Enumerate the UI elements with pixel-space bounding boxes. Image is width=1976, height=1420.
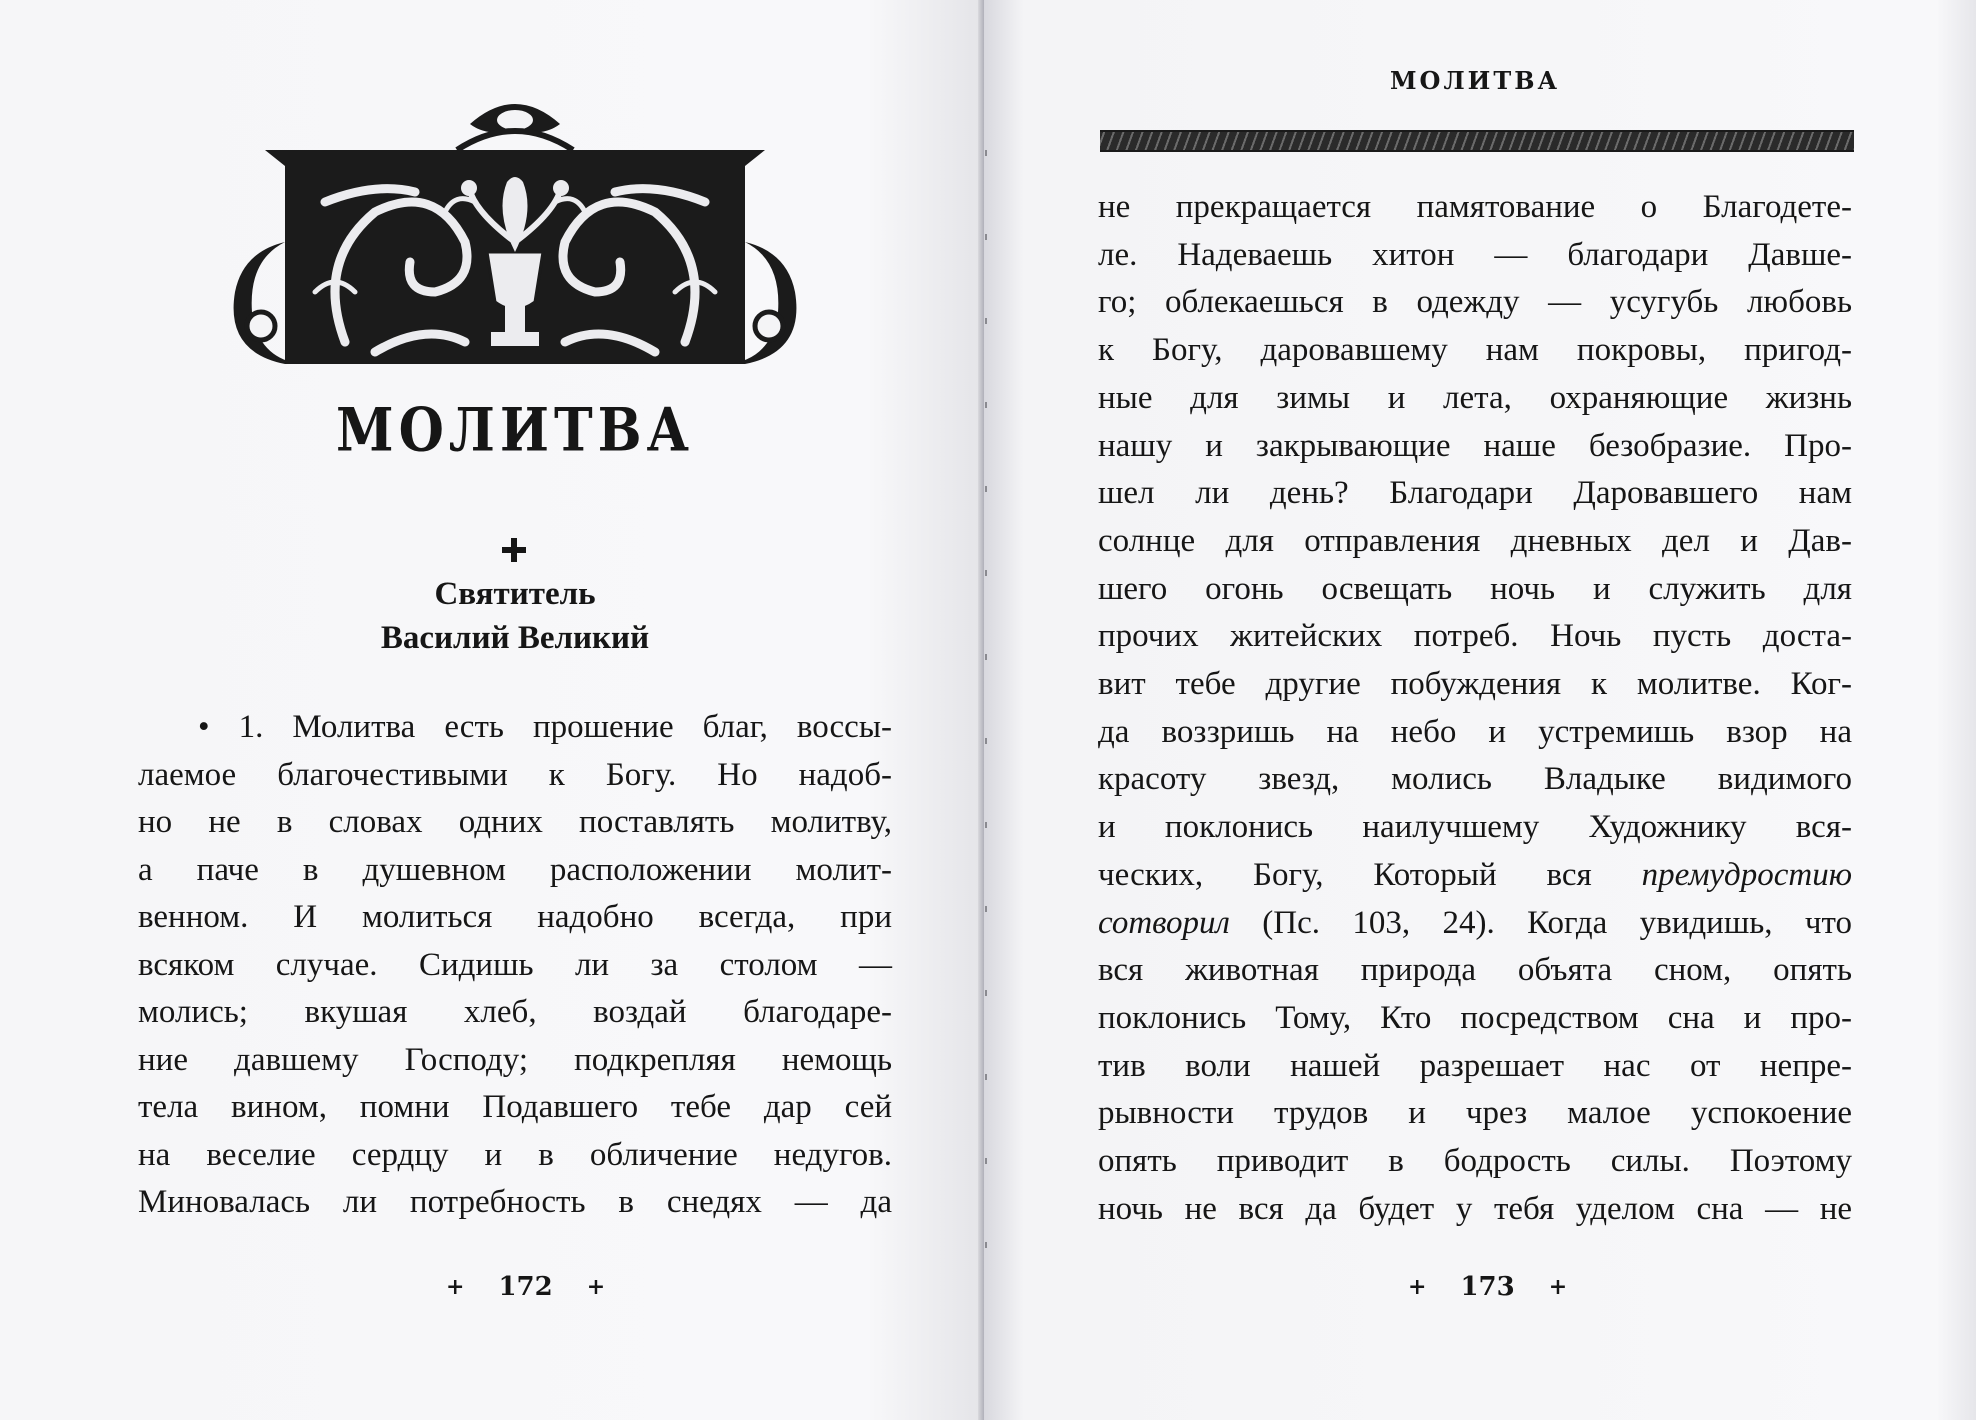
- text-line: ние давшему Господу; подкрепляя немощь: [138, 1041, 892, 1078]
- folio-ornament: +: [446, 1274, 465, 1300]
- cross-icon: [500, 536, 528, 564]
- folio-ornament: +: [1408, 1274, 1427, 1300]
- text-line: шего огонь освещать ночь и служить для: [1098, 570, 1852, 607]
- text-line: а паче в душевном расположении молит-: [138, 851, 892, 888]
- text-line: к Богу, даровавшему нам покровы, пригод-: [1098, 332, 1852, 369]
- text-line: но не в словах одних поставлять молитву,: [138, 804, 892, 840]
- text-line: и поклонись наилучшему Художнику вся-: [1098, 809, 1852, 846]
- page-number-left: [446, 1272, 605, 1302]
- text-line: красоту звезд, молись Владыке видимого: [1098, 761, 1852, 798]
- binding-stitches: [985, 150, 987, 1310]
- text-segment: (Пс. 103, 24). Когда увидишь, что: [1229, 904, 1852, 941]
- text-line: солнце для отправления дневных дел и Дав-: [1098, 522, 1852, 559]
- text-line: лаемое благочестивыми к Богу. Но надоб-: [138, 756, 892, 793]
- text-line: Миновалась ли потребность в снедях — да: [138, 1184, 892, 1220]
- text-line: опять приводит в бодрость силы. Поэтому: [1098, 1143, 1852, 1180]
- text-line: [1098, 900, 1852, 948]
- text-line: всяком случае. Сидишь ли за столом —: [138, 946, 892, 983]
- text-line: не прекращается памятование о Благодете-: [1098, 189, 1852, 225]
- text-line: го; облекаешься в одежду — усугубь любовь: [1098, 284, 1852, 321]
- text-line: да воззришь на небо и устремишь взор на: [1098, 713, 1852, 750]
- italic-quote: премудростию: [1641, 856, 1852, 893]
- text-line: ле. Надеваешь хитон — благодари Давше-: [1098, 236, 1852, 273]
- text-line: тив воли нашей разрешает нас от непре-: [1098, 1047, 1852, 1084]
- text-line: ные для зимы и лета, охраняющие жизнь: [1098, 379, 1852, 416]
- ornamental-headpiece-icon: [225, 92, 805, 382]
- text-segment: ческих, Богу, Который вся: [1098, 856, 1642, 893]
- text-line: шел ли день? Благодари Даровавшего нам: [1098, 475, 1852, 512]
- folio-ornament: +: [1548, 1274, 1568, 1300]
- page-number: 173: [1460, 1272, 1515, 1302]
- text-line: нашу и закрывающие наше безобразие. Про-: [1098, 427, 1852, 464]
- text-line: тела вином, помни Подавшего тебе дар сей: [138, 1089, 892, 1125]
- text-line: ночь не вся да будет у тебя уделом сна — не: [1098, 1190, 1852, 1227]
- text-line: • 1. Молитва есть прошение благ, воссы-: [198, 709, 892, 745]
- decorative-rule: [1100, 130, 1854, 152]
- text-line: поклонись Тому, Кто посредством сна и про-: [1098, 999, 1852, 1036]
- right-body-text: [1098, 184, 1852, 1233]
- author-name: Василий Великий: [380, 620, 650, 656]
- text-line: вит тебе другие побуждения к молитве. Ког-: [1098, 666, 1852, 703]
- text-line: молись; вкушая хлеб, воздай благодаре-: [138, 994, 892, 1030]
- page-number-right: [1408, 1272, 1567, 1302]
- italic-quote: сотворил: [1098, 904, 1230, 941]
- left-page: [0, 0, 984, 1420]
- text-line: прочих житейских потреб. Ночь пусть доста-: [1098, 618, 1852, 655]
- chapter-title: МОЛИТВА: [336, 395, 694, 466]
- author-title: Святитель: [434, 576, 596, 612]
- running-head: МОЛИТВА: [1389, 66, 1561, 95]
- folio-ornament: +: [586, 1274, 606, 1300]
- page-number: 172: [498, 1272, 553, 1302]
- left-body-text: [138, 704, 892, 1227]
- text-line: рывности трудов и чрез малое успокоение: [1098, 1095, 1852, 1132]
- author-heading: [140, 572, 890, 660]
- text-line: вся животная природа объята сном, опять: [1098, 952, 1852, 989]
- text-line: венном. И молиться надобно всегда, при: [138, 899, 892, 935]
- text-line: на веселие сердцу и в обличение недугов.: [138, 1136, 892, 1173]
- text-line: [1098, 852, 1852, 900]
